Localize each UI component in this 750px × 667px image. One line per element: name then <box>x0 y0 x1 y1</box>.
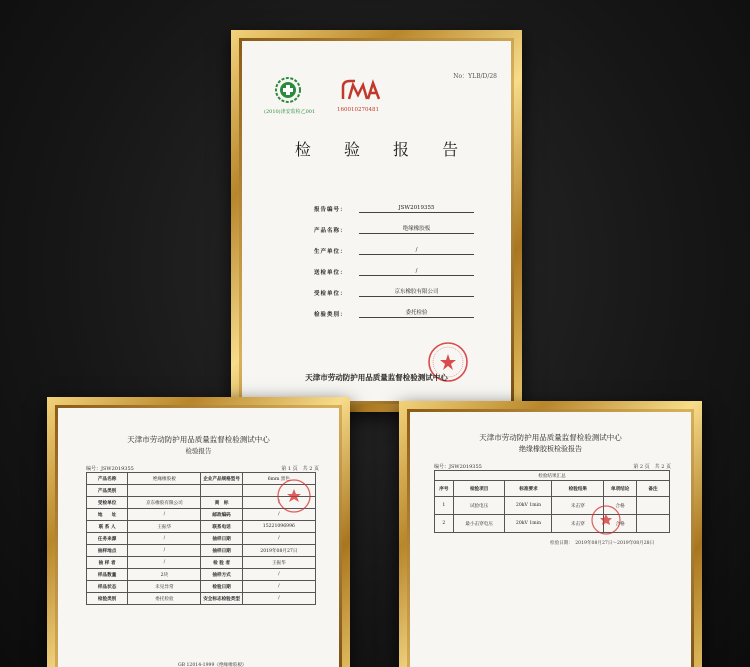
table-value-cell: / <box>242 569 315 581</box>
table-row <box>87 521 316 533</box>
column-header: 序号 <box>435 481 454 497</box>
field-inspection-type: 检验类别： 委托检验 <box>314 310 474 322</box>
table-label-cell: 地 址 <box>87 509 128 521</box>
right-report-frame <box>399 401 702 667</box>
table-row <box>435 515 670 533</box>
table-label-cell: 联系电话 <box>201 521 242 533</box>
table-value-cell: 绝缘橡胶板 <box>128 473 201 485</box>
table-value-cell: 未见异常 <box>128 581 201 593</box>
left-report-number: 编号：JSW2019355 <box>86 466 134 472</box>
table-value-cell <box>128 485 201 497</box>
column-header: 检验结果 <box>552 481 604 497</box>
table-value-cell: 6mm 黑色 <box>242 473 315 485</box>
table-label-cell: 受检单位 <box>87 497 128 509</box>
table-label-cell: 联 系 人 <box>87 521 128 533</box>
table-value-cell: 王振华 <box>128 521 201 533</box>
table-value-cell: 15221096996 <box>242 521 315 533</box>
column-header: 单项结论 <box>604 481 637 497</box>
right-report-paper <box>410 412 691 667</box>
left-report-subtitle: 检验报告 <box>185 447 212 455</box>
cma-number: 160010270481 <box>337 107 379 113</box>
table-cell: 2 <box>435 515 454 533</box>
table-label-cell: 安全标志检验类型 <box>201 593 242 605</box>
column-header: 备注 <box>637 481 670 497</box>
table-label-cell: 检验类别 <box>87 593 128 605</box>
field-product-name: 产品名称： 绝缘橡胶板 <box>314 226 474 238</box>
main-certificate-paper <box>242 41 511 401</box>
table-value-cell: / <box>242 581 315 593</box>
table-label-cell: 邮政编码 <box>201 509 242 521</box>
table-value-cell: / <box>242 509 315 521</box>
field-submitter: 送检单位： / <box>314 268 474 280</box>
table-label-cell: 样品数量 <box>87 569 128 581</box>
summary-header: 检验结果汇总 <box>435 471 670 481</box>
table-value-cell: / <box>128 509 201 521</box>
results-table <box>434 470 670 533</box>
left-report-paper <box>58 408 339 667</box>
table-label-cell: 任务来源 <box>87 533 128 545</box>
table-value-cell: 2019年08月27日 <box>242 545 315 557</box>
table-value-cell: 2块 <box>128 569 201 581</box>
table-label-cell: 产品类别 <box>87 485 128 497</box>
table-row <box>87 545 316 557</box>
table-value-cell: / <box>128 533 201 545</box>
table-row <box>87 533 316 545</box>
table-label-cell: 抽样日期 <box>201 533 242 545</box>
table-row <box>87 593 316 605</box>
column-header: 标准要求 <box>505 481 552 497</box>
table-row <box>87 557 316 569</box>
table-value-cell: 委托检验 <box>128 593 201 605</box>
table-row <box>87 581 316 593</box>
table-label-cell: 产品名称 <box>87 473 128 485</box>
perforation-stamp-icon <box>506 121 511 261</box>
table-cell <box>637 497 670 515</box>
table-cell: 未击穿 <box>552 497 604 515</box>
table-cell: 未击穿 <box>552 515 604 533</box>
field-report-number: 报告编号： JSW2019355 <box>314 205 474 217</box>
issuer-name: 天津市劳动防护用品质量监督检验测试中心 <box>305 373 448 382</box>
table-label-cell: 抽 样 者 <box>87 557 128 569</box>
table-cell: 合格 <box>604 497 637 515</box>
table-row <box>87 569 316 581</box>
table-cell: 合格 <box>604 515 637 533</box>
table-value-cell: 京东橡胶有限公司 <box>128 497 201 509</box>
table-value-cell: / <box>128 557 201 569</box>
table-label-cell: 样品状态 <box>87 581 128 593</box>
table-cell <box>637 515 670 533</box>
report-serial-number: No：YLB/D/28 <box>453 73 497 80</box>
table-label-cell: 抽样地点 <box>87 545 128 557</box>
table-value-cell: / <box>242 593 315 605</box>
inspection-date-range: 检验日期： 2019年08月27日～2019年08月28日 <box>550 541 655 546</box>
table-row <box>435 497 670 515</box>
table-value-cell: 王振华 <box>242 557 315 569</box>
table-value-cell: / <box>242 533 315 545</box>
table-cell: 20kV 1min <box>505 497 552 515</box>
table-cell: 20kV 1min <box>505 515 552 533</box>
left-report-title: 天津市劳动防护用品质量监督检验测试中心 <box>127 435 270 444</box>
table-label-cell: 检 验 者 <box>201 557 242 569</box>
right-report-subtitle: 绝缘橡胶板检验报告 <box>519 445 582 453</box>
table-cell: 试验电压 <box>453 497 505 515</box>
table-value-cell: / <box>128 545 201 557</box>
license-caption: (2010)津安监检乙001 <box>264 109 316 115</box>
right-report-number: 编号：JSW2019355 <box>434 464 482 470</box>
left-report-frame <box>47 397 350 667</box>
table-label-cell: 抽样方式 <box>201 569 242 581</box>
cma-logo-icon <box>341 79 381 101</box>
table-value-cell: / <box>242 497 315 509</box>
table-label-cell: 检验日期 <box>201 581 242 593</box>
seal-icon <box>590 504 622 536</box>
left-page-indicator: 第 1 页 共 2 页 <box>281 466 319 472</box>
table-cell: 1 <box>435 497 454 515</box>
right-page-indicator: 第 2 页 共 2 页 <box>633 464 671 470</box>
seal-icon <box>276 478 312 514</box>
main-certificate-frame <box>231 30 522 412</box>
table-label-cell: 企业产品规格型号 <box>201 473 242 485</box>
table-label-cell: 商 标 <box>201 497 242 509</box>
field-manufacturer: 生产单位： / <box>314 247 474 259</box>
report-title: 检 验 报 告 <box>294 140 473 159</box>
right-report-title: 天津市劳动防护用品质量监督检验测试中心 <box>479 433 622 442</box>
table-label-cell: 抽样日期 <box>201 545 242 557</box>
field-inspected-unit: 受检单位： 京东橡胶有限公司 <box>314 289 474 301</box>
safety-cross-logo-icon <box>275 77 301 103</box>
table-cell: 最小击穿电压 <box>453 515 505 533</box>
column-header: 检验项目 <box>453 481 505 497</box>
standard-reference: GB 12014-1999《绝缘橡胶板》 <box>178 663 247 667</box>
table-label-cell <box>201 485 242 497</box>
